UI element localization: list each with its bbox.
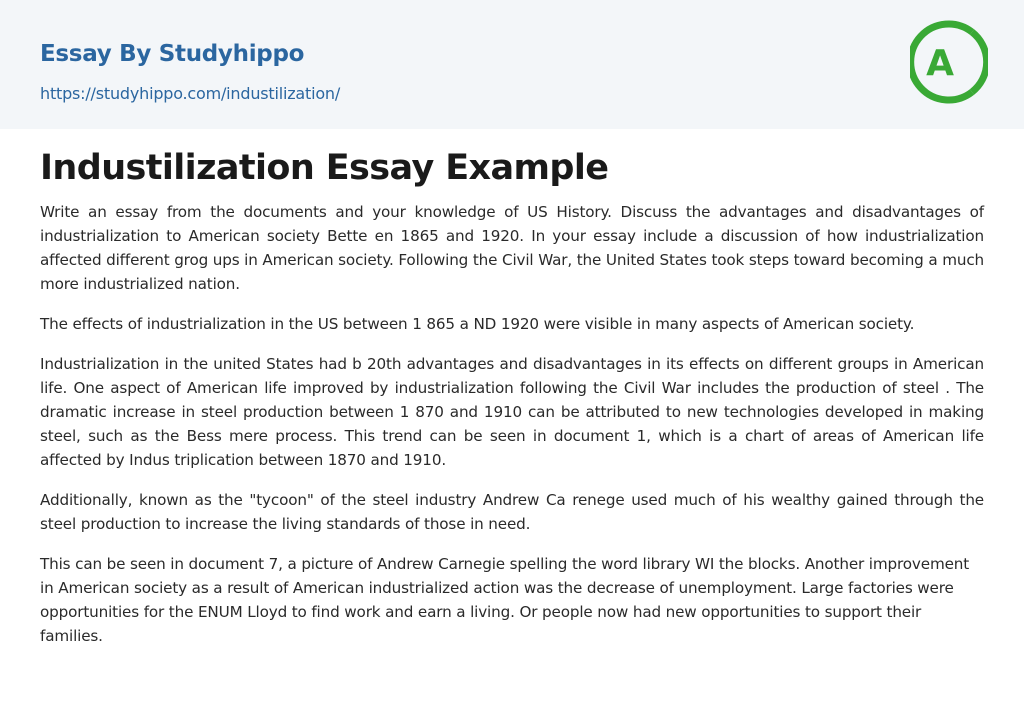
- paragraph: The effects of industrialization in the US between 1 865 a ND 1920 were visible in many aspects of American society.: [40, 315, 915, 333]
- paragraph: This can be seen in document 7, a picture of Andrew Carnegie spelling the word library WI the blocks. Another improvement in American society as a result of American industrialized action was the decrease of unemployment. Large factories were opportunities for the ENUM Lloyd to find work and earn a living. Or people now had new opportunities to support their families.: [40, 555, 970, 645]
- paragraph: Additionally, known as the "tycoon" of the steel industry Andrew Ca renege used much of his wealthy gained through the steel production to increase the living standards of those in need.: [40, 491, 984, 533]
- page-url-link[interactable]: https://studyhippo.com/industilization/: [40, 84, 341, 103]
- logo-letter: A: [926, 43, 954, 84]
- brand-name[interactable]: Essay By Studyhippo: [40, 41, 305, 67]
- page-title: Industilization Essay Example: [40, 148, 609, 188]
- paragraph: Write an essay from the documents and your knowledge of US History. Discuss the advantages and disadvantages of industrialization to American society Bette en 1865 and 1920. In your essay include a discussion of how industrialization affected different grog ups in American society. Following the Civil War, the United States took steps toward becoming a much more industrialized nation.: [40, 203, 984, 293]
- article-body: [40, 200, 984, 664]
- paragraph: Industrialization in the united States had b 20th advantages and disadvantages in its effects on different groups in American life. One aspect of American life improved by industrialization following the Civil War includes the production of steel . The dramatic increase in steel production between 1 870 and 1910 can be attributed to new technologies developed in making steel, such as the Bess mere process. This trend can be seen in document 1, which is a chart of areas of American life affected by Indus triplication between 1870 and 1910.: [40, 355, 984, 469]
- site-logo-icon[interactable]: [910, 18, 988, 106]
